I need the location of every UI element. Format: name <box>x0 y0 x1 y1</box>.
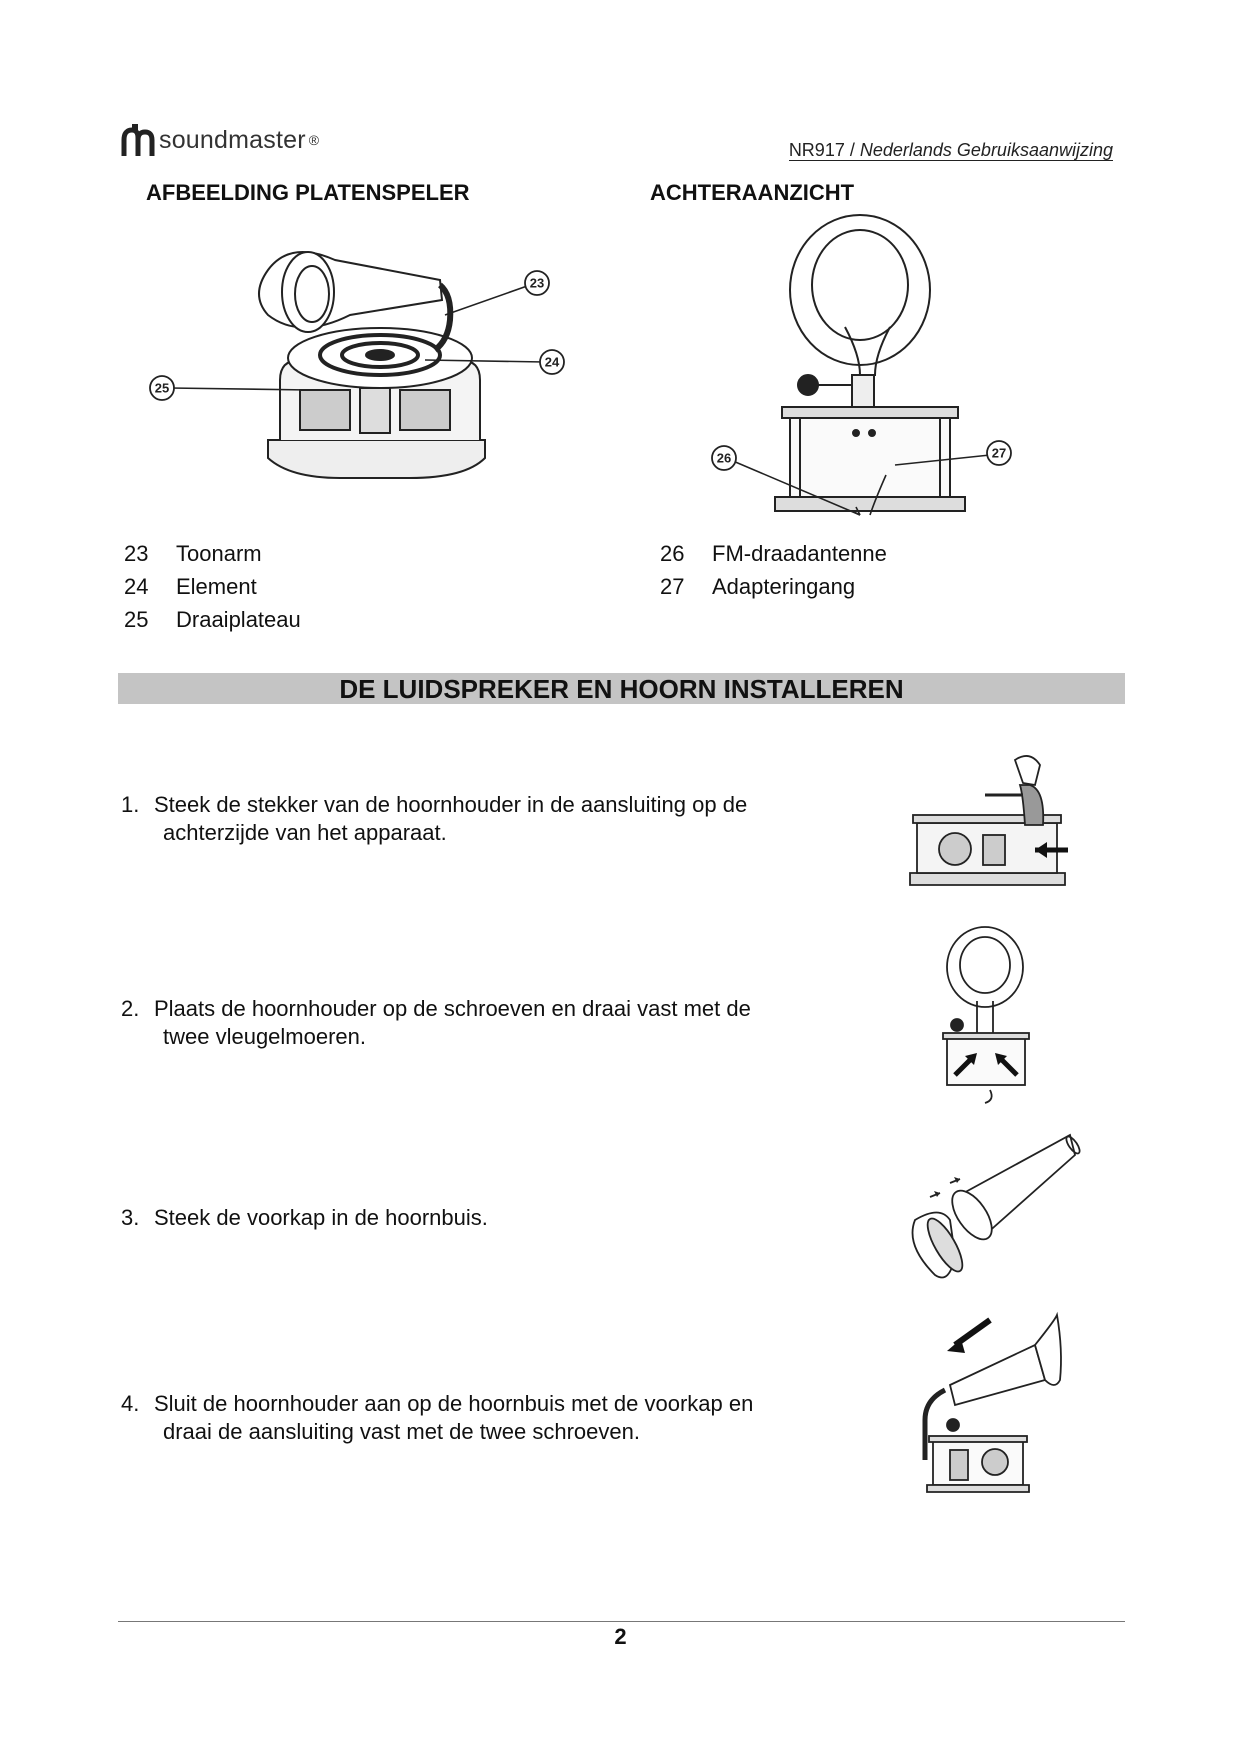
legend-label: FM-draadantenne <box>712 541 887 566</box>
legend-left <box>124 537 301 636</box>
step-text: Steek de stekker van de hoornhouder in de aansluiting op de <box>154 792 748 817</box>
svg-text:27: 27 <box>991 445 1007 461</box>
turntable-diagram <box>140 240 580 520</box>
step-3-illustration <box>890 1125 1090 1300</box>
legend-item <box>124 537 301 570</box>
step-3 <box>121 1204 821 1232</box>
legend-number: 26 <box>660 541 685 566</box>
install-section-title: DE LUIDSPREKER EN HOORN INSTALLEREN <box>118 673 1125 704</box>
step-number: 3. <box>121 1205 140 1230</box>
section-title-rear-view: ACHTERAANZICHT <box>650 180 855 205</box>
legend-number: 24 <box>124 574 149 599</box>
legend-item <box>660 570 887 603</box>
svg-text:23: 23 <box>529 275 545 291</box>
step-text: Sluit de hoornhouder aan op de hoornbuis met de voorkap en <box>154 1391 754 1416</box>
footer-divider <box>118 1621 1125 1622</box>
legend-number: 23 <box>124 541 149 566</box>
step-text: Steek de voorkap in de hoornbuis. <box>154 1205 488 1230</box>
brand-logo <box>121 120 319 160</box>
legend-label: Adapteringang <box>712 574 856 599</box>
svg-text:25: 25 <box>154 380 170 396</box>
legend-label: Draaiplateau <box>176 607 301 632</box>
svg-text:26: 26 <box>716 450 732 466</box>
callout-24 <box>540 350 564 374</box>
section-title-turntable: AFBEELDING PLATENSPELER <box>146 180 470 205</box>
legend-item <box>660 537 887 570</box>
step-4-illustration <box>905 1310 1075 1500</box>
callout-23 <box>525 271 549 295</box>
callout-26 <box>712 446 736 470</box>
registered-mark: ® <box>308 132 320 148</box>
document-header <box>789 140 1113 161</box>
callout-27 <box>987 441 1011 465</box>
callout-25 <box>150 376 174 400</box>
step-text: Plaats de hoornhouder op de schroeven en draai vast met de <box>154 996 751 1021</box>
brand-name: soundmaster <box>159 125 306 154</box>
model-number: NR917 <box>788 140 845 160</box>
legend-label: Element <box>176 574 257 599</box>
step-2 <box>121 995 821 1051</box>
svg-text:24: 24 <box>544 354 560 370</box>
legend-item <box>124 603 301 636</box>
step-4 <box>121 1390 821 1446</box>
legend-number: 27 <box>660 574 685 599</box>
page-number: 2 <box>614 1624 627 1649</box>
step-text-continued: draai de aansluiting vast met de twee schroeven. <box>163 1419 640 1444</box>
legend-right <box>660 537 887 603</box>
step-number: 4. <box>121 1391 140 1416</box>
step-number: 2. <box>121 996 140 1021</box>
step-number: 1. <box>121 792 140 817</box>
step-text-continued: achterzijde van het apparaat. <box>163 820 447 845</box>
step-1-illustration <box>905 755 1075 895</box>
step-2-illustration <box>935 925 1050 1105</box>
step-1 <box>121 791 821 847</box>
header-separator: / <box>844 140 860 160</box>
legend-number: 25 <box>124 607 149 632</box>
legend-item <box>124 570 301 603</box>
soundmaster-logo-icon <box>121 122 155 158</box>
step-text-continued: twee vleugelmoeren. <box>163 1024 367 1049</box>
document-title: Nederlands Gebruiksaanwijzing <box>859 140 1113 160</box>
rear-view-diagram <box>710 215 1040 535</box>
legend-label: Toonarm <box>176 541 262 566</box>
